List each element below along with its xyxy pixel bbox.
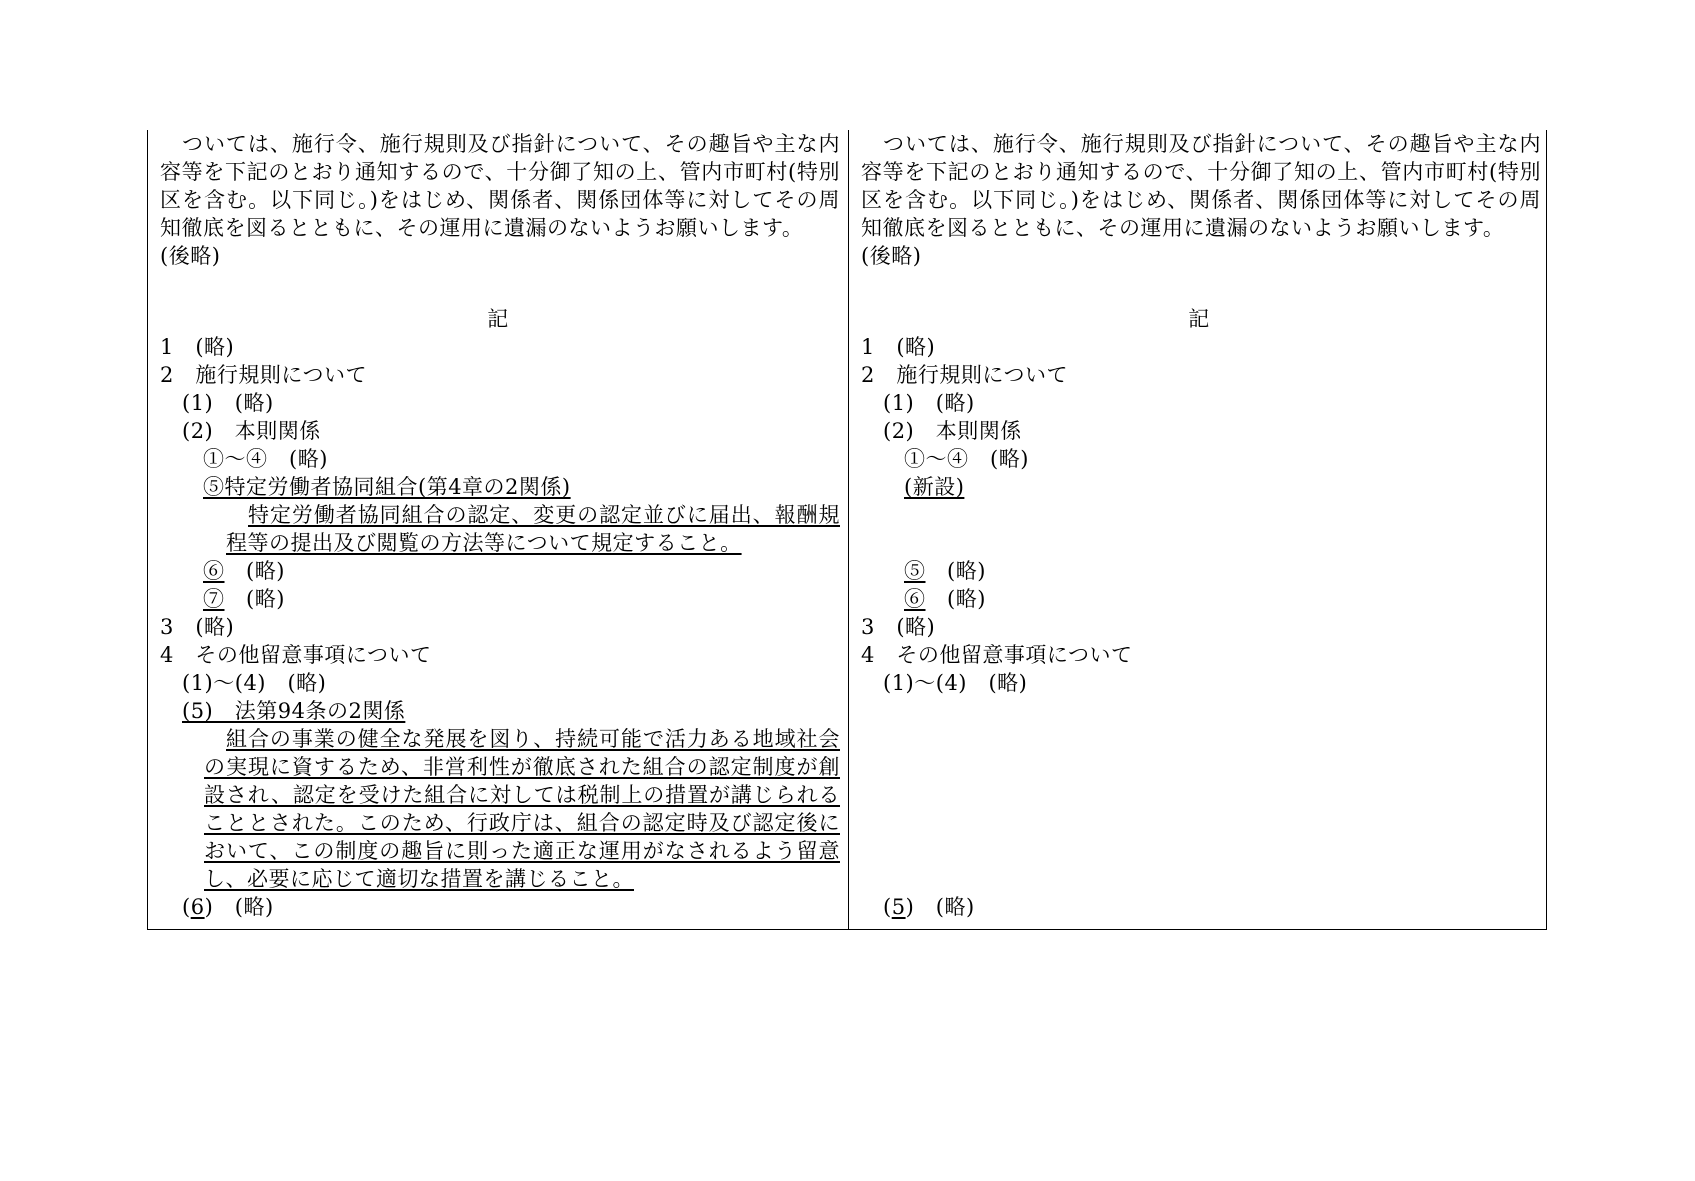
left-item-4-5-body-6: し、必要に応じて適切な措置を講じること。 [204,867,634,891]
left-item-2-2-5-heading: ⑤特定労働者協同組合(第4章の2関係) [203,475,571,499]
right-item-2-2-1to4: ①～④ (略) [904,447,1029,471]
right-item-4: 4 その他留意事項について [861,643,1133,667]
left-item-2-2: (2) 本則関係 [182,419,321,443]
right-item-2-2: (2) 本則関係 [883,419,1022,443]
left-item-2-2-5-body-2: 程等の提出及び閲覧の方法等について規定すること。 [226,531,742,555]
left-item-1: 1 (略) [160,335,235,359]
left-item-4-5-body-2: の実現に資するため、非営利性が徹底された組合の認定制度が創 [204,755,840,779]
right-item-1: 1 (略) [861,335,936,359]
left-item-4: 4 その他留意事項について [160,643,432,667]
left-intro-line-3: 区を含む。以下同じ。)をはじめ、関係者、関係団体等に対してその周 [160,188,840,212]
left-column [148,130,848,929]
left-item-2-2-7: ⑦ (略) [203,587,285,611]
comparison-table [147,130,1547,930]
right-omit-after: (後略) [861,244,922,268]
left-item-4-1to4: (1)～(4) (略) [182,671,327,695]
right-item-3: 3 (略) [861,615,936,639]
right-item-4-5: (5) (略) [883,895,975,919]
left-item-2: 2 施行規則について [160,363,367,387]
left-intro-line-1: ついては、施行令、施行規則及び指針について、その趣旨や主な内 [160,132,840,156]
left-item-4-5-heading: (5) 法第94条の2関係 [182,699,406,723]
right-intro-line-1: ついては、施行令、施行規則及び指針について、その趣旨や主な内 [861,132,1541,156]
left-item-3: 3 (略) [160,615,235,639]
right-item-2-1: (1) (略) [883,391,975,415]
left-intro-line-2: 容等を下記のとおり通知するので、十分御了知の上、管内市町村(特別 [160,160,840,184]
right-intro-line-3: 区を含む。以下同じ。)をはじめ、関係者、関係団体等に対してその周 [861,188,1541,212]
right-item-2-2-5: ⑤ (略) [904,559,986,583]
right-intro-line-4: 知徹底を図るとともに、その運用に遺漏のないようお願いします。 [861,216,1505,240]
left-intro-line-4: 知徹底を図るとともに、その運用に遺漏のないようお願いします。 [160,216,804,240]
right-item-2: 2 施行規則について [861,363,1068,387]
left-item-4-5-body-5: おいて、この制度の趣旨に則った適正な運用がなされるよう留意 [204,839,840,863]
right-new-setting: (新設) [904,475,965,499]
left-ki-heading: 記 [487,307,509,331]
left-item-2-1: (1) (略) [182,391,274,415]
left-item-4-5-body-3: 設され、認定を受けた組合に対しては税制上の措置が講じられる [204,783,840,807]
right-item-2-2-6: ⑥ (略) [904,587,986,611]
right-intro-line-2: 容等を下記のとおり通知するので、十分御了知の上、管内市町村(特別 [861,160,1541,184]
left-item-2-2-6: ⑥ (略) [203,559,285,583]
left-item-2-2-5-body-1: 特定労働者協同組合の認定、変更の認定並びに届出、報酬規 [248,503,840,527]
right-column [849,130,1549,929]
left-item-4-5-body-4: こととされた。このため、行政庁は、組合の認定時及び認定後に [204,811,840,835]
right-item-4-1to4: (1)～(4) (略) [883,671,1028,695]
left-omit-after: (後略) [160,244,221,268]
left-item-4-6: (6) (略) [182,895,274,919]
left-item-2-2-1to4: ①～④ (略) [203,447,328,471]
left-item-4-5-body-1: 組合の事業の健全な発展を図り、持続可能で活力ある地域社会 [226,727,840,751]
right-ki-heading: 記 [1188,307,1210,331]
